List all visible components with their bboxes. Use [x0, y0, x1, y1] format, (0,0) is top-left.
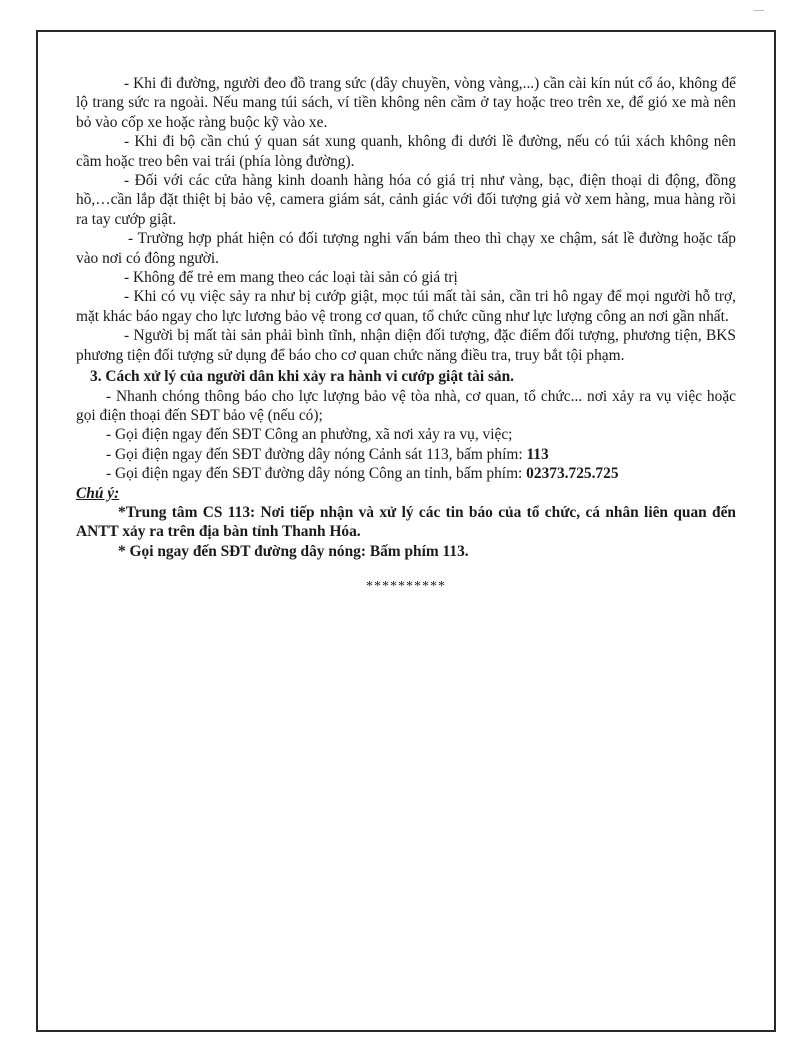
action-call-113-text: - Gọi điện ngay đến SĐT đường dây nóng Cảnh sát 113, bấm phím:	[106, 445, 527, 463]
end-mark: **********	[366, 579, 446, 595]
action-notify-security: - Nhanh chóng thông báo cho lực lượng bảo vệ tòa nhà, cơ quan, tổ chức... nơi xảy ra vụ việc hoặc gọi điện thoại đến SĐT bảo vệ (nếu có);	[76, 387, 736, 424]
action-call-provincial-police	[76, 464, 736, 483]
note-hotline: * Gọi ngay đến SĐT đường dây nóng: Bấm phím 113.	[118, 542, 469, 560]
document-body	[76, 74, 736, 611]
provincial-hotline-number: 02373.725.725	[526, 465, 619, 483]
paragraph-followed: - Trường hợp phát hiện có đối tượng nghi vấn bám theo thì chạy xe chậm, sát lề đường hoặc tấp vào nơi có đông người.	[76, 230, 736, 267]
paragraph-shops: - Đối với các cửa hàng kinh doanh hàng hóa có giá trị như vàng, bạc, điện thoại di động, đồng hồ,…cần lắp đặt thiệt bị bảo vệ, camera giám sát, cảnh giác với đối tượng giả vờ xem hàng, mua hàng rồi ra tay cướp giật.	[76, 172, 736, 228]
section-heading: 3. Cách xử lý của người dân khi xảy ra hành vi cướp giật tài sản.	[90, 368, 515, 386]
action-call-113	[76, 445, 736, 464]
note-label: Chú ý:	[76, 484, 120, 502]
action-call-provincial-text: - Gọi điện ngay đến SĐT đường dây nóng Công an tỉnh, bấm phím:	[106, 465, 527, 483]
paragraph-victim: - Người bị mất tài sản phải bình tĩnh, nhận diện đối tượng, đặc điểm đối tượng, phương tiện, BKS phương tiện đối tượng sử dụng để báo cho cơ quan chức năng điều tra, truy bắt tội phạm.	[76, 327, 736, 364]
paragraph-children: - Không để trẻ em mang theo các loại tài sản có giá trị	[124, 269, 458, 287]
action-call-local-police: - Gọi điện ngay đến SĐT Công an phường, xã nơi xảy ra vụ, việc;	[106, 426, 513, 444]
hotline-113-number: 113	[526, 445, 549, 463]
note-center-113: *Trung tâm CS 113: Nơi tiếp nhận và xử lý các tin báo của tổ chức, cá nhân liên quan đến ANTT xảy ra trên địa bàn tỉnh Thanh Hóa.	[76, 503, 736, 541]
paragraph-incident: - Khi có vụ việc sảy ra như bị cướp giật, mọc túi mất tài sản, cần tri hô ngay để mọi người hỗ trợ, mặt khác báo ngay cho lực lương bảo vệ trong cơ quan, tổ chức cũng như lực lượng công an nơi gần nhất.	[76, 288, 736, 325]
paragraph-jewelry: - Khi đi đường, người đeo đồ trang sức (dây chuyền, vòng vàng,...) cần cài kín nút cổ áo, không để lộ trang sức ra ngoài. Nếu mang túi sách, ví tiền không nên cầm ở tay hoặc treo trên xe, để gió xe mà nên bỏ vào cốp xe hoặc ràng buộc kỹ vào xe.	[76, 75, 736, 131]
paragraph-walking: - Khi đi bộ cần chú ý quan sát xung quanh, không đi dưới lề đường, nếu có túi xách không nên cầm hoặc treo bên vai trái (phía lòng đường).	[76, 133, 736, 170]
scan-speck	[754, 10, 764, 11]
